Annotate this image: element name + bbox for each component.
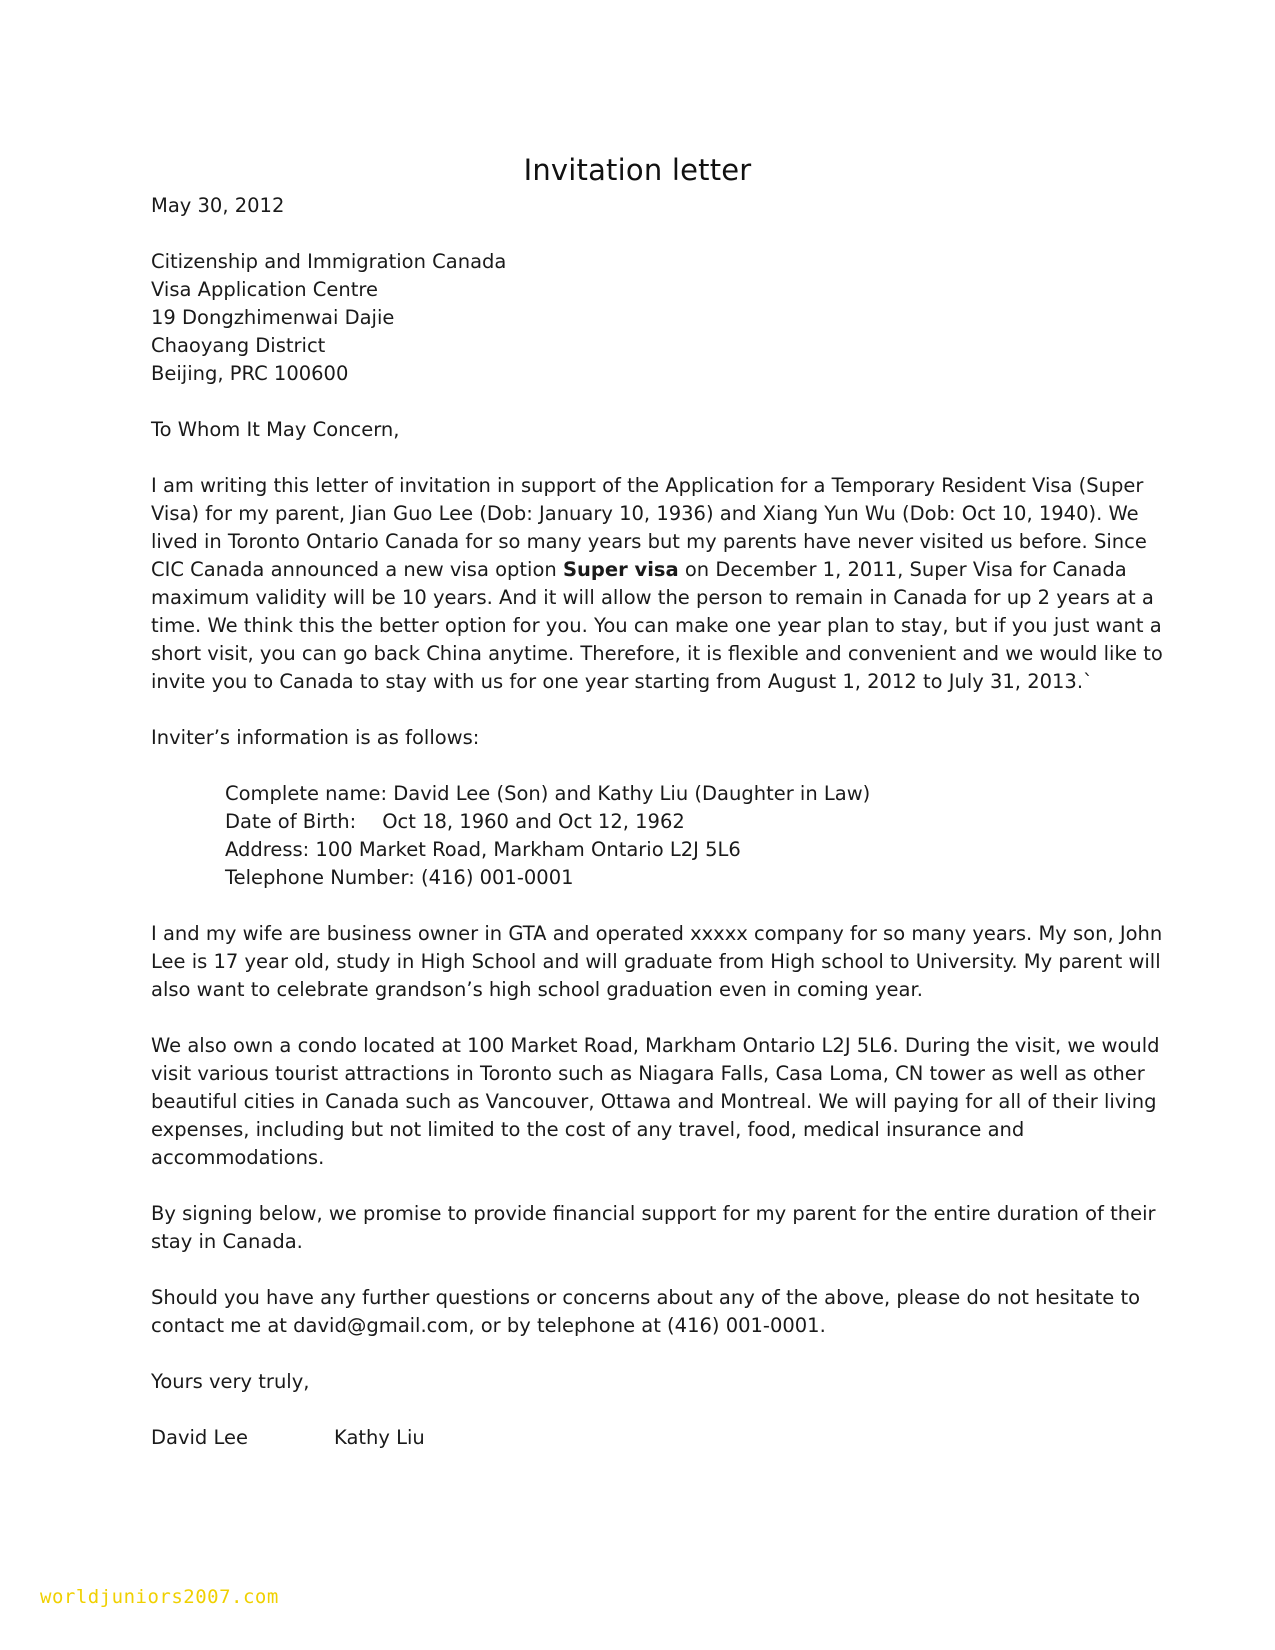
paragraph-family [151, 920, 1163, 1004]
recipient-address [151, 248, 1131, 388]
recipient-line: Citizenship and Immigration Canada [151, 250, 507, 273]
inviter-information [151, 780, 1131, 892]
signer-david-lee: David Lee [151, 1426, 249, 1449]
paragraph-line: Visa) for my parent, Jian Guo Lee (Dob: January 10, 1936) and Xiang Yun Wu (Dob: Oct 10, 1940). We [151, 502, 1139, 525]
letter-title: Invitation letter [523, 153, 752, 187]
paragraph-visit-plans [151, 1032, 1160, 1172]
paragraph-line: beautiful cities in Canada such as Vancouver, Ottawa and Montreal. We will paying for all of their living [151, 1090, 1157, 1113]
paragraph-line: I am writing this letter of invitation in support of the Application for a Temporary Resident Visa (Super [151, 474, 1144, 497]
paragraph-contact [151, 1284, 1141, 1340]
super-visa-emphasis: Super visa [562, 558, 679, 581]
text-segment: on December 1, 2011, Super Visa for Canada [678, 558, 1127, 581]
watermark: worldjuniors2007.com [40, 1586, 279, 1608]
inviter-phone: Telephone Number: (416) 001-0001 [225, 866, 574, 889]
salutation: To Whom It May Concern, [151, 418, 400, 441]
recipient-line: Beijing, PRC 100600 [151, 362, 349, 385]
paragraph-intro [151, 472, 1163, 696]
letter-date: May 30, 2012 [151, 194, 285, 217]
paragraph-line: accommodations. [151, 1146, 325, 1169]
paragraph-line: maximum validity will be 10 years. And it will allow the person to remain in Canada for up 2 years at a [151, 586, 1154, 609]
paragraph-line: contact me at david@gmail.com, or by telephone at (416) 001-0001. [151, 1314, 826, 1337]
paragraph-line: Should you have any further questions or concerns about any of the above, please do not hesitate to [151, 1286, 1141, 1309]
dob-label: Date of Birth: [225, 810, 357, 833]
paragraph-line: invite you to Canada to stay with us for one year starting from August 1, 2012 to July 31, 2013.` [151, 670, 1093, 693]
paragraph-line: We also own a condo located at 100 Market Road, Markham Ontario L2J 5L6. During the visit, we would [151, 1034, 1160, 1057]
paragraph-line: stay in Canada. [151, 1230, 303, 1253]
paragraph-line: Lee is 17 year old, study in High School and will graduate from High school to University. My parent will [151, 950, 1161, 973]
paragraph-line: I and my wife are business owner in GTA and operated xxxxx company for so many years. My son, John [151, 922, 1163, 945]
paragraph-line: By signing below, we promise to provide financial support for my parent for the entire duration of their [151, 1202, 1156, 1225]
paragraph-line: also want to celebrate grandson’s high school graduation even in coming year. [151, 978, 923, 1001]
text-segment: CIC Canada announced a new visa option [151, 558, 563, 581]
inviter-intro: Inviter’s information is as follows: [151, 726, 480, 749]
closing: Yours very truly, [151, 1370, 310, 1393]
recipient-line: Visa Application Centre [151, 278, 378, 301]
paragraph-line: time. We think this the better option for you. You can make one year plan to stay, but if you just want a [151, 614, 1162, 637]
inviter-name: Complete name: David Lee (Son) and Kathy Liu (Daughter in Law) [225, 782, 871, 805]
paragraph-line: expenses, including but not limited to the cost of any travel, food, medical insurance and [151, 1118, 1025, 1141]
dob-value: Oct 18, 1960 and Oct 12, 1962 [382, 810, 685, 833]
recipient-line: 19 Dongzhimenwai Dajie [151, 306, 395, 329]
paragraph-line [151, 556, 1131, 584]
signer-kathy-liu: Kathy Liu [334, 1426, 425, 1449]
paragraph-line: visit various tourist attractions in Toronto such as Niagara Falls, Casa Loma, CN tower as well as other [151, 1062, 1145, 1085]
inviter-address: Address: 100 Market Road, Markham Ontario L2J 5L6 [225, 838, 741, 861]
paragraph-financial-support [151, 1200, 1156, 1256]
paragraph-line: lived in Toronto Ontario Canada for so many years but my parents have never visited us before. Since [151, 530, 1147, 553]
inviter-dob [151, 808, 1131, 836]
recipient-line: Chaoyang District [151, 334, 326, 357]
letter-body [151, 192, 1163, 1452]
signatures [151, 1424, 1131, 1452]
paragraph-line: short visit, you can go back China anytime. Therefore, it is flexible and convenient and we would like to [151, 642, 1163, 665]
